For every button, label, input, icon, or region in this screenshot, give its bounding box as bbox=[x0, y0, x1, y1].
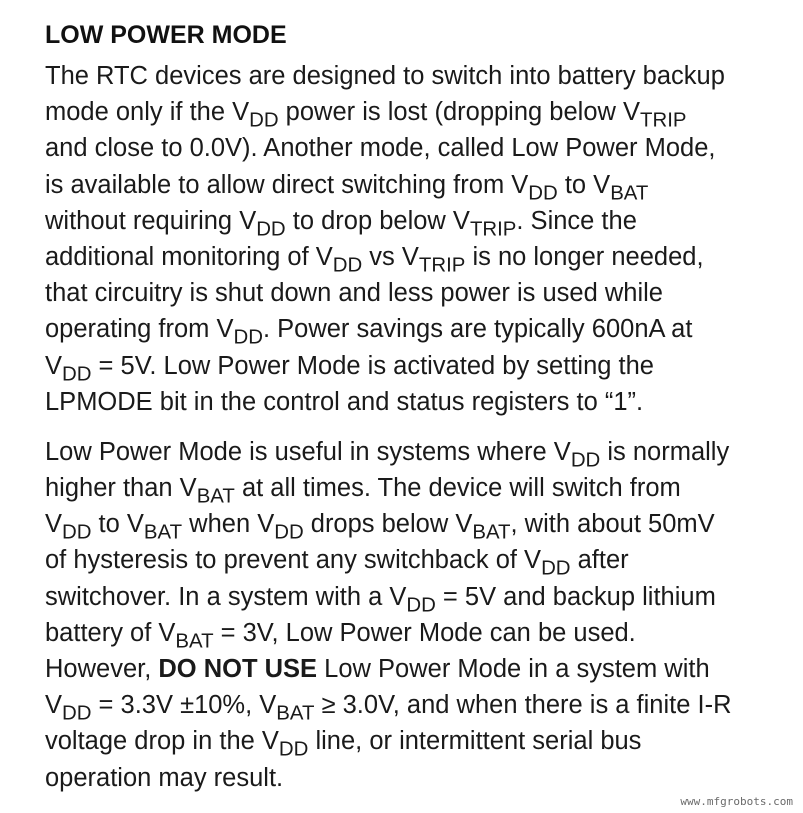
text-line bbox=[45, 58, 790, 94]
subscript: DD bbox=[332, 254, 363, 277]
subscript: BAT bbox=[143, 521, 183, 544]
bold-text: DO NOT USE bbox=[158, 655, 318, 683]
text-run: mode only if the V bbox=[45, 98, 250, 127]
text-line bbox=[45, 434, 790, 470]
text-line bbox=[45, 615, 790, 651]
subscript: DD bbox=[528, 182, 558, 205]
text-run: . Since the bbox=[516, 206, 637, 235]
subscript: DD bbox=[233, 326, 263, 349]
text-run: = 5V and backup lithium bbox=[435, 582, 716, 611]
text-run: higher than V bbox=[45, 474, 197, 503]
text-line bbox=[45, 651, 790, 687]
text-line bbox=[45, 311, 790, 347]
text-run: and close to 0.0V). Another mode, called Low Power Mode, bbox=[45, 134, 716, 163]
text-run: vs V bbox=[362, 242, 419, 271]
subscript: DD bbox=[62, 521, 92, 544]
text-run: V bbox=[45, 510, 63, 539]
text-line bbox=[45, 239, 790, 275]
text-run: power is lost (dropping below V bbox=[278, 98, 641, 127]
subscript: TRIP bbox=[469, 218, 517, 241]
text-line bbox=[45, 542, 790, 578]
text-run: Low Power Mode in a system with bbox=[317, 655, 710, 683]
text-run: operating from V bbox=[45, 315, 234, 344]
text-run: ≥ 3.0V, and when there is a finite I-R bbox=[314, 691, 732, 720]
text-run: voltage drop in the V bbox=[45, 727, 279, 756]
text-line bbox=[45, 579, 790, 615]
text-line bbox=[45, 760, 790, 796]
text-run: However, bbox=[45, 655, 159, 683]
text-line bbox=[45, 723, 790, 759]
text-run: line, or intermittent serial bus bbox=[308, 727, 642, 756]
text-run: = 5V. Low Power Mode is activated by setting the bbox=[91, 351, 654, 380]
text-run: to drop below V bbox=[285, 206, 470, 235]
text-run: . Power savings are typically 600nA at bbox=[262, 315, 693, 344]
subscript: DD bbox=[256, 218, 286, 241]
text-run: operation may result. bbox=[45, 763, 284, 792]
subscript: BAT bbox=[472, 521, 511, 544]
paragraph-2 bbox=[45, 434, 790, 796]
section-heading: LOW POWER MODE bbox=[45, 21, 287, 49]
subscript: DD bbox=[278, 738, 309, 761]
text-run: Low Power Mode is useful in systems where V bbox=[45, 437, 571, 466]
text-run: at all times. The device will switch from bbox=[234, 474, 681, 503]
subscript: DD bbox=[541, 557, 571, 580]
subscript: DD bbox=[274, 521, 304, 544]
subscript: BAT bbox=[276, 702, 315, 725]
text-run: drops below V bbox=[303, 510, 473, 539]
text-line bbox=[45, 275, 790, 311]
text-run: The RTC devices are designed to switch into battery backup bbox=[45, 62, 725, 90]
text-run: of hysteresis to prevent any switchback of V bbox=[45, 546, 542, 575]
subscript: TRIP bbox=[418, 254, 466, 277]
subscript: BAT bbox=[196, 485, 235, 508]
text-line bbox=[45, 203, 790, 239]
paragraph-1 bbox=[45, 58, 790, 420]
text-run: = 3V, Low Power Mode can be used. bbox=[213, 618, 636, 647]
text-run: is no longer needed, bbox=[465, 242, 704, 271]
text-run: that circuitry is shut down and less power is used while bbox=[45, 279, 663, 308]
text-line bbox=[45, 167, 790, 203]
text-run: LPMODE bit in the control and status registers to “1”. bbox=[45, 387, 644, 416]
text-run: V bbox=[45, 691, 63, 720]
text-run: is normally bbox=[600, 437, 730, 466]
text-run: is available to allow direct switching from V bbox=[45, 170, 529, 199]
text-run: switchover. In a system with a V bbox=[45, 582, 407, 611]
subscript: DD bbox=[570, 449, 601, 472]
text-line bbox=[45, 130, 790, 166]
text-run: V bbox=[45, 351, 63, 380]
subscript: DD bbox=[249, 109, 279, 132]
subscript: BAT bbox=[175, 630, 214, 653]
text-line bbox=[45, 470, 790, 506]
subscript: DD bbox=[62, 702, 92, 725]
text-run: when V bbox=[182, 510, 275, 539]
text-run: to V bbox=[557, 170, 611, 199]
text-run: after bbox=[570, 546, 629, 575]
text-line bbox=[45, 506, 790, 542]
text-run: without requiring V bbox=[45, 206, 257, 235]
text-run: = 3.3V ±10%, V bbox=[91, 691, 277, 720]
text-line bbox=[45, 94, 790, 130]
subscript: BAT bbox=[610, 182, 649, 205]
text-line bbox=[45, 687, 790, 723]
text-run: to V bbox=[91, 510, 144, 539]
text-run: battery of V bbox=[45, 618, 176, 647]
text-line bbox=[45, 384, 790, 420]
subscript: DD bbox=[406, 594, 436, 617]
subscript: DD bbox=[62, 363, 92, 386]
document-body bbox=[45, 18, 790, 796]
text-run: , with about 50mV bbox=[510, 510, 715, 539]
text-line bbox=[45, 348, 790, 384]
watermark-text: www.mfgrobots.com bbox=[680, 795, 793, 808]
subscript: TRIP bbox=[640, 109, 687, 132]
text-run: additional monitoring of V bbox=[45, 242, 333, 271]
